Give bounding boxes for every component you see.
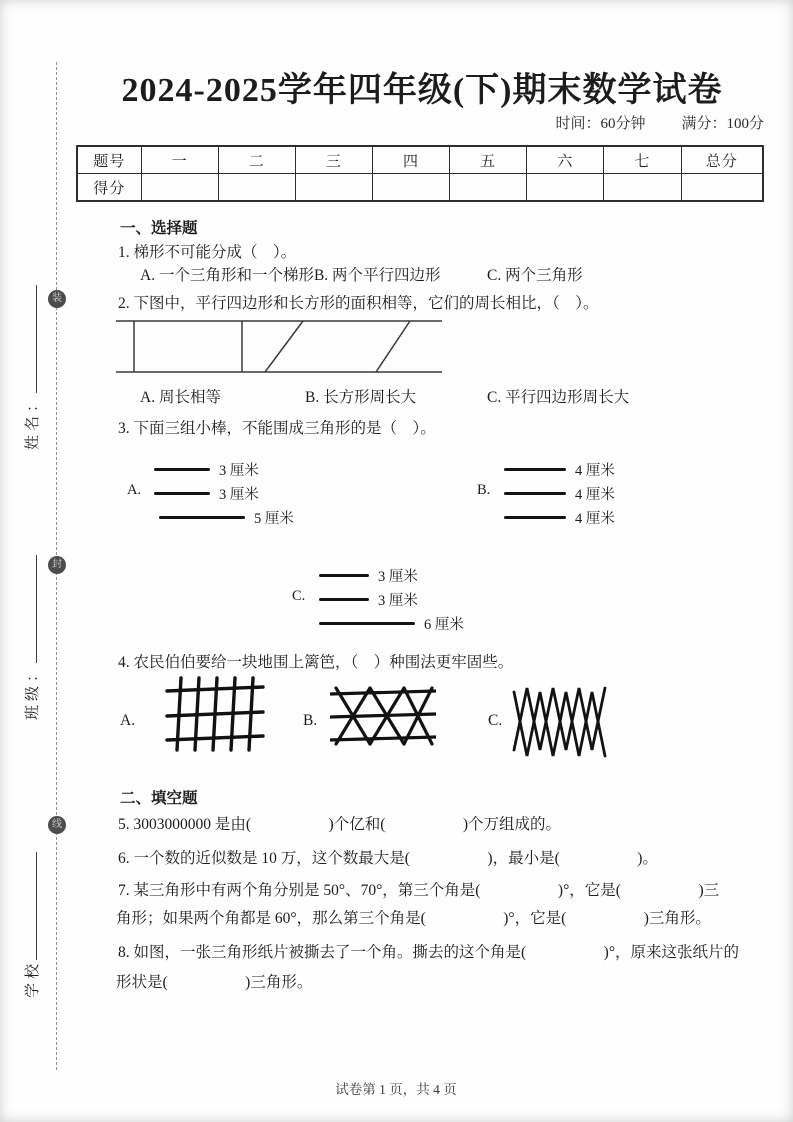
option-c: C. 两个三角形: [487, 267, 583, 284]
class-blank-line: [33, 555, 37, 663]
stick-row: [159, 508, 294, 526]
question-1-text: 1. 梯形不可能分成（ ）。: [118, 244, 297, 261]
stick-group-c-label: C.: [292, 588, 306, 604]
option-b: B. 长方形周长大: [305, 389, 417, 406]
score-table-header-cell: 四: [372, 146, 449, 174]
stick-group-a-label: A.: [127, 482, 142, 498]
score-cell: [218, 174, 295, 202]
class-field: [21, 555, 42, 720]
stick-row: [504, 508, 615, 526]
fence-label-c: C.: [488, 712, 503, 729]
stick-group-b: [477, 460, 615, 526]
stick-line: [154, 492, 210, 495]
stick-line: [504, 516, 566, 519]
stick-length-label: 3 厘米: [378, 568, 418, 585]
grid-fence-figure: [165, 676, 265, 752]
section-heading-choice: 一、选择题: [120, 220, 198, 237]
score-cell: [450, 174, 527, 202]
score-table-header-row: [77, 146, 763, 174]
exam-content: [76, 0, 768, 1122]
name-label: 姓名：: [25, 392, 41, 450]
question-7-text-line2: 角形；如果两个角都是 60°，那么第三个角是( )°，它是( )三角形。: [116, 910, 711, 927]
question-5-text: 5. 3003000000 是由( )个亿和( )个万组成的。: [118, 816, 562, 833]
stick-length-label: 6 厘米: [424, 616, 464, 633]
stick-row: [319, 614, 464, 632]
name-field: [21, 285, 42, 450]
section-heading-fill: 二、填空题: [120, 790, 198, 807]
school-blank-line: [33, 852, 37, 960]
class-label: 班级：: [25, 662, 41, 720]
score-table-header-cell: 总分: [681, 146, 763, 174]
stick-row: [504, 460, 615, 478]
fence-label-a: A.: [120, 712, 136, 729]
binding-badge-feng: 封: [48, 556, 66, 574]
zigzag-fence-figure: [512, 682, 616, 762]
score-table-header-cell: 题号: [77, 146, 141, 174]
stick-line: [319, 574, 369, 577]
question-8-text-line2: 形状是( )三角形。: [116, 974, 313, 991]
cross-fence-figure: [330, 686, 436, 746]
exam-info-line: [555, 112, 764, 133]
stick-length-label: 3 厘米: [219, 486, 259, 503]
option-c: C. 平行四边形周长大: [487, 389, 630, 406]
stick-line: [154, 468, 210, 471]
option-a: A. 一个三角形和一个梯形: [140, 267, 314, 284]
score-cell: [372, 174, 449, 202]
score-table-header-cell: 七: [604, 146, 681, 174]
stick-row: [319, 566, 464, 584]
stick-row: [319, 590, 464, 608]
question-2-text: 2. 下图中，平行四边形和长方形的面积相等，它们的周长相比，（ ）。: [118, 295, 599, 312]
score-cell: [681, 174, 763, 202]
stick-length-label: 3 厘米: [219, 462, 259, 479]
name-blank-line: [33, 285, 37, 393]
binding-badge-xian: 线: [48, 816, 66, 834]
school-field: [21, 852, 42, 998]
fence-label-b: B.: [303, 712, 318, 729]
stick-group-b-label: B.: [477, 482, 491, 498]
score-table: [76, 145, 764, 202]
exam-title: 2024-2025学年四年级(下)期末数学试卷: [121, 72, 723, 109]
stick-group-a: [127, 460, 294, 526]
full-score: 满分：100分: [681, 116, 764, 132]
score-cell: [604, 174, 681, 202]
stick-length-label: 4 厘米: [575, 510, 615, 527]
stick-length-label: 4 厘米: [575, 462, 615, 479]
score-cell: [141, 174, 218, 202]
stick-length-label: 4 厘米: [575, 486, 615, 503]
score-label-cell: 得分: [77, 174, 141, 202]
question-6-text: 6. 一个数的近似数是 10 万，这个数最大是( )，最小是( )。: [118, 850, 658, 867]
stick-row: [154, 460, 294, 478]
score-table-header-cell: 二: [218, 146, 295, 174]
stick-row: [154, 484, 294, 502]
stick-line: [319, 622, 415, 625]
question-7-text-line1: 7. 某三角形中有两个角分别是 50°、70°，第三个角是( )°，它是( )三: [118, 882, 720, 899]
option-b: B. 两个平行四边形: [313, 267, 441, 284]
score-table-header-cell: 三: [295, 146, 372, 174]
stick-line: [504, 468, 566, 471]
stick-length-label: 5 厘米: [254, 510, 294, 527]
page-footer: 试卷第 1 页，共 4 页: [335, 1082, 457, 1097]
score-table-header-cell: 五: [450, 146, 527, 174]
score-cell: [295, 174, 372, 202]
stick-length-label: 3 厘米: [378, 592, 418, 609]
stick-group-c: [292, 566, 464, 632]
score-table-score-row: [77, 174, 763, 202]
stick-line: [319, 598, 369, 601]
stick-line: [504, 492, 566, 495]
question-3-text: 3. 下面三组小棒，不能围成三角形的是（ ）。: [118, 420, 436, 437]
stick-row: [504, 484, 615, 502]
question-2-options: [140, 385, 760, 407]
school-label: 学校: [25, 959, 41, 998]
q2-rectangle-parallelogram-figure: [116, 318, 442, 375]
question-1-options: [140, 263, 760, 285]
time-limit: 时间：60分钟: [555, 116, 646, 132]
stick-line: [159, 516, 245, 519]
option-a: A. 周长相等: [140, 389, 221, 406]
score-table-header-cell: 六: [527, 146, 604, 174]
score-table-header-cell: 一: [141, 146, 218, 174]
binding-badge-zhuang: 装: [48, 290, 66, 308]
score-cell: [527, 174, 604, 202]
question-4-text: 4. 农民伯伯要给一块地围上篱笆，（ ）种围法更牢固些。: [118, 654, 514, 671]
question-8-text-line1: 8. 如图，一张三角形纸片被撕去了一个角。撕去的这个角是( )°，原来这张纸片的: [118, 944, 740, 961]
